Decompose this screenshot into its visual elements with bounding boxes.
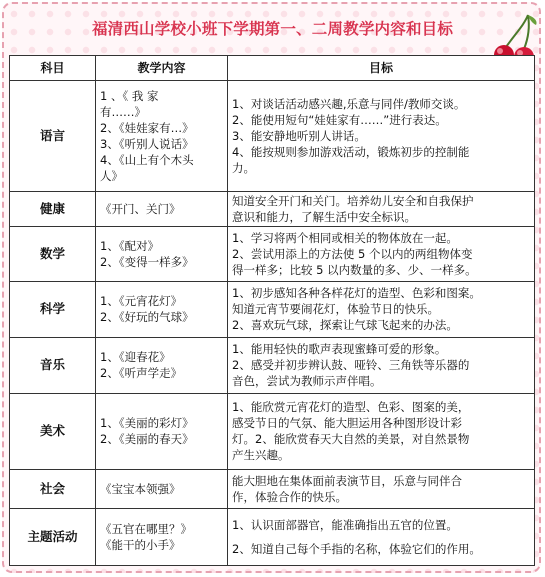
content-line: 1、《配对》 (100, 238, 160, 253)
goal-cell (228, 337, 535, 393)
goal-line: 得一样多；比较 5 以内数量的多、少、一样多。 (232, 262, 477, 277)
content-cell (96, 394, 228, 470)
content-line: 1、《元宵花灯》 (100, 294, 183, 309)
content-cell (96, 337, 228, 393)
goal-cell (228, 394, 535, 470)
goal-line: 1、能用轻快的歌声表现蜜蜂可爱的形象。 (232, 342, 447, 357)
goal-line: 2、知道自己每个手指的名称，体验它们的作用。 (232, 541, 481, 556)
goal-line: 2、尝试用添上的方法使 5 个以内的两组物体变 (232, 246, 473, 261)
goal-line: 灯。2、能欣赏春天大自然的美景，对自然景物 (232, 432, 470, 447)
goal-line: 2、喜欢玩气球，探索让气球飞起来的办法。 (232, 318, 458, 333)
table-row (10, 337, 535, 393)
header-subject: 科目 (10, 56, 96, 81)
goal-line: 1、认识面部器官，能准确指出五官的位置。 (232, 517, 458, 532)
subject-cell: 数学 (10, 227, 96, 281)
content-cell (96, 469, 228, 508)
goal-line: 意识和能力，了解生活中安全标识。 (232, 209, 416, 224)
content-line: 2、《好玩的气球》 (100, 310, 194, 325)
goal-line: 能大胆地在集体面前表演节目，乐意与同伴合 (232, 473, 462, 488)
content-line: 有……》 (100, 104, 146, 119)
goal-cell (228, 508, 535, 565)
header-goals: 目标 (228, 56, 535, 81)
goal-line: 3、能安静地听别人讲话。 (232, 128, 366, 143)
table-row (10, 81, 535, 192)
subject-cell: 科学 (10, 281, 96, 337)
subject-cell: 音乐 (10, 337, 96, 393)
goal-line: 作，体验合作的快乐。 (232, 489, 347, 504)
goal-line: 音色，尝试为教师示声伴唱。 (232, 374, 382, 389)
goal-cell (228, 281, 535, 337)
table-row (10, 508, 535, 565)
goal-line: 1、能欣赏元宵花灯的造型、色彩、图案的美， (232, 400, 470, 415)
page-title: 福清西山学校小班下学期第一、二周教学内容和目标 (91, 20, 454, 38)
teaching-plan-table (9, 55, 535, 566)
content-line: 2、《美丽的春天》 (100, 432, 194, 447)
content-cell (96, 191, 228, 227)
goal-cell (228, 81, 535, 192)
goal-line: 力。 (232, 160, 255, 175)
content-line: 1 、《 我 家 (100, 88, 159, 103)
subject-cell: 社会 (10, 469, 96, 508)
goal-line: 知道安全开门和关门。培养幼儿安全和自我保护 (232, 193, 474, 208)
table-row (10, 227, 535, 281)
content-line: 2、《娃娃家有…》 (100, 120, 194, 135)
subject-cell: 美术 (10, 394, 96, 470)
table-row (10, 281, 535, 337)
content-line: 人》 (100, 168, 123, 183)
content-line: 1、《迎春花》 (100, 350, 171, 365)
content-line: 《五官在哪里？》 (100, 521, 192, 536)
subject-cell: 语言 (10, 81, 96, 192)
goal-line (232, 533, 530, 541)
table-row (10, 191, 535, 227)
goal-line: 产生兴趣。 (232, 448, 290, 463)
content-line: 2、《听声学走》 (100, 366, 183, 381)
content-line: 1、《美丽的彩灯》 (100, 416, 194, 431)
goal-line: 1、初步感知各种各样花灯的造型、色彩和图案。 (232, 286, 481, 301)
content-line: 《能干的小手》 (100, 537, 181, 552)
content-cell (96, 227, 228, 281)
goal-line: 感受节日的气氛、能大胆运用各种图形设计彩 (232, 416, 462, 431)
content-cell (96, 281, 228, 337)
table-row (10, 469, 535, 508)
content-line: 2、《变得一样多》 (100, 254, 194, 269)
goal-line: 1、学习将两个相同或相关的物体放在一起。 (232, 230, 458, 245)
goal-cell (228, 469, 535, 508)
content-line: 《宝宝本领强》 (100, 481, 181, 496)
goal-line: 2、能使用短句“娃娃家有……”进行表达。 (232, 112, 447, 127)
table-row (10, 394, 535, 470)
goal-line: 4、能按规则参加游戏活动，锻炼初步的控制能 (232, 144, 470, 159)
content-line: 4、《山上有个木头 (100, 152, 194, 167)
goal-cell (228, 191, 535, 227)
goal-cell (228, 227, 535, 281)
table-header-row (10, 56, 535, 81)
header-content: 教学内容 (96, 56, 228, 81)
content-line: 《开门、关门》 (100, 201, 181, 216)
goal-line: 1、对谈话活动感兴趣,乐意与同伴/教师交谈。 (232, 96, 466, 111)
content-cell (96, 81, 228, 192)
subject-cell: 健康 (10, 191, 96, 227)
goal-line: 2、感受并初步辨认鼓、哑铃、三角铁等乐器的 (232, 358, 470, 373)
content-cell (96, 508, 228, 565)
content-line: 3、《听别人说话》 (100, 136, 194, 151)
goal-line: 知道元宵节要闹花灯，体验节日的快乐。 (232, 302, 439, 317)
subject-cell: 主题活动 (10, 508, 96, 565)
